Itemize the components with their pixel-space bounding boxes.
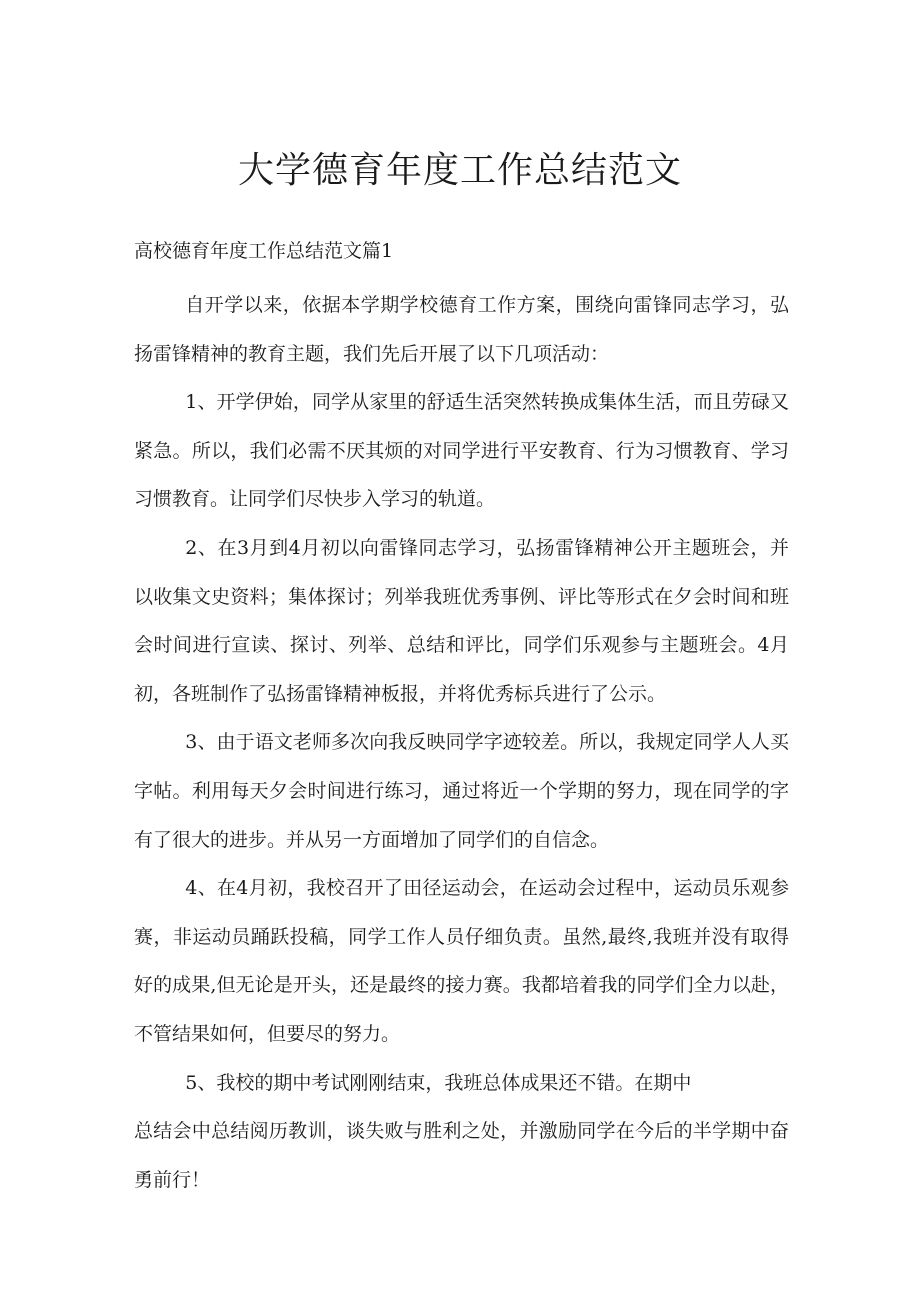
document-body bbox=[134, 281, 789, 1204]
paragraph-item-4: 4、在4月初，我校召开了田径运动会，在运动会过程中，运动员乐观参赛，非运动员踊跃投稿，同学工作人员仔细负责。虽然,最终,我班并没有取得好的成果,但无论是开头，还是最终的接力赛。我都培着我的同学们全力以赴，不管结果如何，但要尽的努力。 bbox=[134, 877, 789, 1045]
paragraph-item-5-continuation: 总结会中总结阅历教训，谈失败与胜利之处，并激励同学在今后的半学期中奋勇前行！ bbox=[134, 1120, 789, 1191]
paragraph-item-3: 3、由于语文老师多次向我反映同学字迹较差。所以，我规定同学人人买字帖。利用每天夕会时间进行练习，通过将近一个学期的努力，现在同学的字有了很大的进步。并从另一方面增加了同学们的自信念。 bbox=[134, 731, 789, 851]
paragraph-item-5: 5、我校的期中考试刚刚结束，我班总体成果还不错。在期中 bbox=[185, 1071, 692, 1094]
paragraph-intro: 自开学以来，依据本学期学校德育工作方案，围绕向雷锋同志学习，弘扬雷锋精神的教育主题，我们先后开展了以下几项活动： bbox=[134, 294, 789, 365]
paragraph-item-2: 2、在3月到4月初以向雷锋同志学习，弘扬雷锋精神公开主题班会，并以收集文史资料；集体探讨；列举我班优秀事例、评比等形式在夕会时间和班会时间进行宣读、探讨、列举、总结和评比，同学们乐观参与主题班会。4月初，各班制作了弘扬雷锋精神板报，并将优秀标兵进行了公示。 bbox=[134, 536, 789, 705]
paragraph-item-1: 1、开学伊始，同学从家里的舒适生活突然转换成集体生活，而且劳碌又紧急。所以，我们必需不厌其烦的对同学进行平安教育、行为习惯教育、学习习惯教育。让同学们尽快步入学习的轨道。 bbox=[134, 391, 789, 511]
document-title: 大学德育年度工作总结范文 bbox=[237, 150, 682, 191]
section-heading: 高校德育年度工作总结范文篇1 bbox=[134, 240, 394, 262]
